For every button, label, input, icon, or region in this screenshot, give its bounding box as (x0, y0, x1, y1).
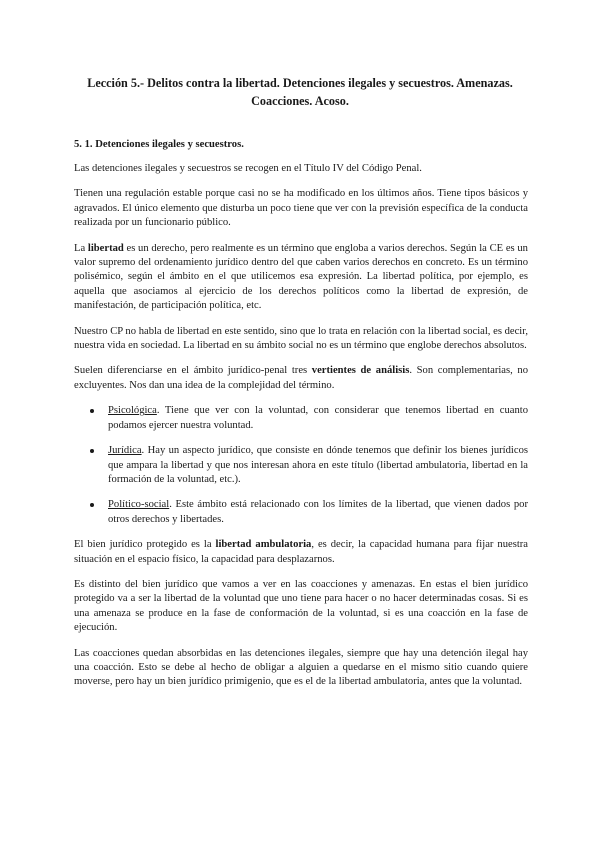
paragraph-6 (74, 538, 528, 567)
list-item (74, 498, 528, 527)
paragraph-3 (74, 242, 528, 314)
document-body (74, 138, 528, 701)
list-item-term: Psicológica (108, 405, 157, 417)
paragraph-5 (74, 364, 528, 393)
lesson-title: Lección 5.- Delitos contra la libertad. Detenciones ilegales y secuestros. Amenazas. Coacciones. Acoso. (87, 76, 513, 108)
bullet-icon (90, 449, 94, 453)
p5-bold-term: vertientes de análisis (311, 365, 410, 377)
bullet-icon (90, 503, 94, 507)
p3-pre: La (74, 242, 88, 254)
list-item (74, 444, 528, 487)
paragraph-1: Las detenciones ilegales y secuestros se recogen en el Título IV del Código Penal. (74, 163, 422, 174)
list-item (74, 404, 528, 433)
p6-pre: El bien jurídico protegido es la (74, 539, 216, 551)
p3-post: es un derecho, pero realmente es un término que engloba a varios derechos. Según la CE es un valor supremo del ordenamiento jurídico dentro del que caben varios derechos en concreto. Es un término polisémico, según el ámbito en el que utilicemos esa expresión. La libertad política, por ejemplo, es aquella que asociamos al ejercicio de los derechos políticos como la libertad de expresión, de manifestación, de participación política, etc. (74, 242, 528, 312)
section-heading: 5. 1. Detenciones ilegales y secuestros. (74, 139, 244, 150)
bullet-icon (90, 409, 94, 413)
paragraph-7: Es distinto del bien jurídico que vamos a ver en las coacciones y amenazas. En estas el bien jurídico protegido va a ser la libertad de la voluntad que uno tiene para hacer o no hacer determinadas cosas. Si es una amenaza se produce en la fase de conformación de la voluntad, si es una coacción en la fase de ejecución. (74, 578, 528, 634)
p5-post: . Son complementarias, no excluyentes. Nos dan una idea de la complejidad del término. (74, 365, 528, 391)
analysis-list (74, 404, 528, 527)
list-item-term: Jurídica (108, 445, 142, 457)
p6-post: , es decir, la capacidad humana para fijar nuestra situación en el espacio físico, la capacidad para desplazarnos. (74, 539, 528, 565)
p6-bold-term: libertad ambulatoria (215, 539, 312, 551)
paragraph-8: Las coacciones quedan absorbidas en las detenciones ilegales, siempre que hay una detención ilegal hay una coacción. Esto se debe al hecho de obligar a alguien a quedarse en el mismo sitio cuando quiere moverse, pero hay un bien jurídico primigenio, que es el de la libertad ambulatoria, antes que la voluntad. (74, 647, 528, 688)
p5-pre: Suelen diferenciarse en el ámbito jurídico-penal tres (74, 365, 312, 377)
paragraph-2: Tienen una regulación estable porque casi no se ha modificado en los últimos años. Tiene tipos básicos y agravados. El único elemento que disturba un poco tiene que ver con la previsión específica de la conducta realizada por un funcionario público. (74, 188, 528, 229)
list-item-term: Político-social (108, 499, 170, 511)
list-item-text: . Tiene que ver con la voluntad, con considerar que tenemos libertad en cuanto podamos ejercer nuestra voluntad. (108, 405, 528, 431)
p3-bold-term: libertad (87, 242, 124, 254)
paragraph-4: Nuestro CP no habla de libertad en este sentido, sino que lo trata en relación con la libertad social, es decir, nuestra vida en sociedad. La libertad en su ámbito social no es un término que englobe derechos absolutos. (74, 325, 528, 352)
list-item-text: . Este ámbito está relacionado con los límites de la libertad, que vienen dados por otros derechos y libertades. (108, 499, 528, 525)
list-item-text: . Hay un aspecto jurídico, que consiste en dónde tenemos que definir los bienes jurídicos que ampara la libertad y que nos interesan ahora en este título (libertad ambulatoria, libertad en la formación de la voluntad, etc.). (108, 445, 528, 485)
